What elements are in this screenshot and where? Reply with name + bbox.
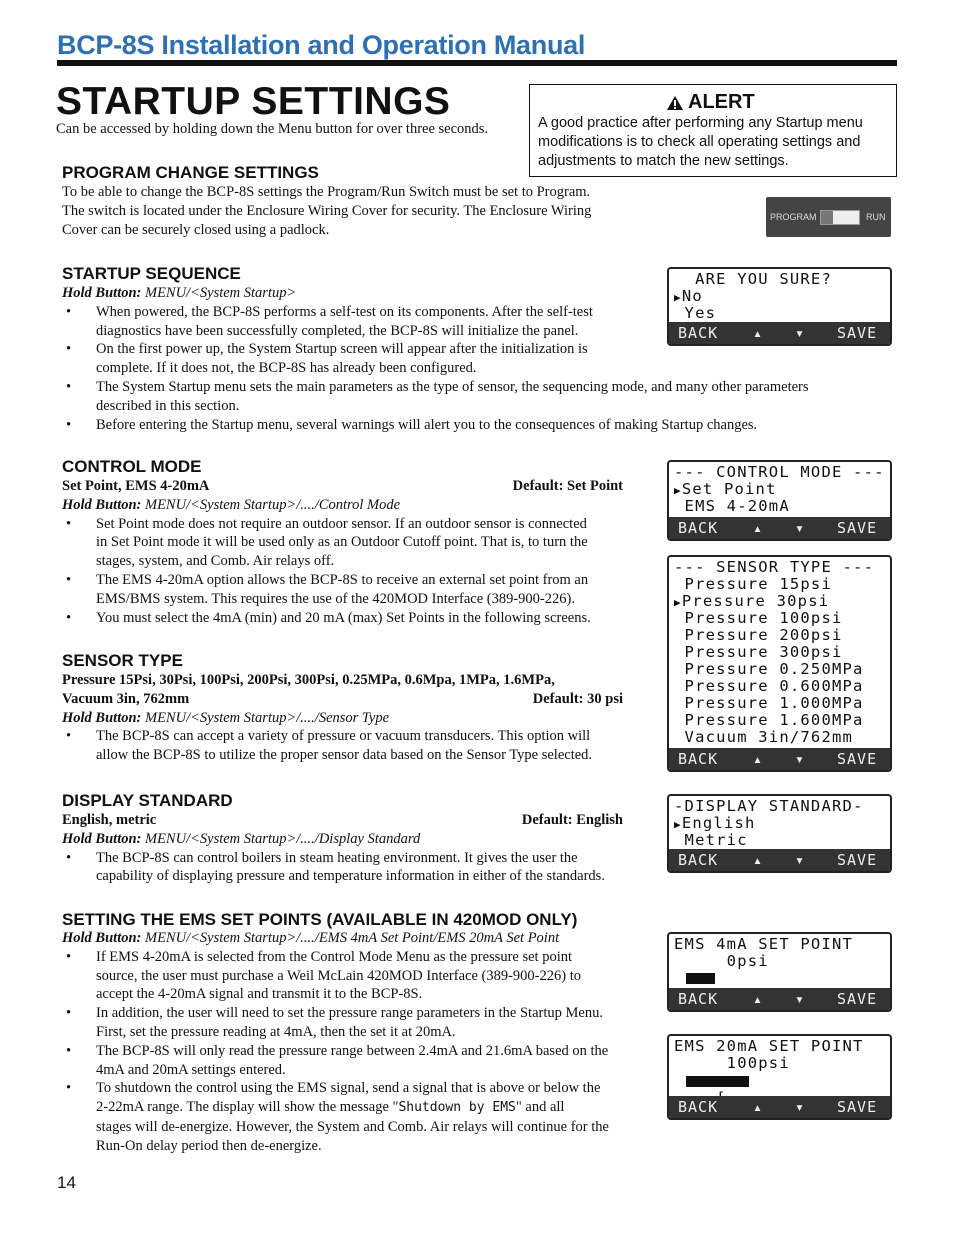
lcd-option: Pressure 300psi — [674, 643, 843, 661]
hold-button-label: Hold Button: — [62, 830, 142, 847]
program-run-switch — [766, 197, 891, 237]
switch-knob — [821, 211, 833, 224]
lcd-back-label: BACK — [678, 990, 719, 1008]
bullet-line: • The BCP-8S can accept a variety of pressure or vacuum transducers. This option will — [96, 728, 591, 745]
up-arrow-icon: ▴ — [753, 324, 764, 342]
lcd-option: Pressure 0.250MPa — [674, 660, 864, 678]
alert-heading — [666, 91, 755, 114]
lcd-option: Pressure 200psi — [674, 626, 843, 644]
bullet-text: " and all — [515, 1099, 565, 1116]
lcd-value: 100psi — [674, 1054, 790, 1072]
bullet-line: • To shutdown the control using the EMS signal, send a signal that is above or below the — [96, 1080, 601, 1097]
bullet-item — [62, 849, 642, 887]
display-standard-options: English, metric — [62, 812, 157, 828]
bullet-line: EMS/BMS system. This requires the use of the 420MOD Interface (389-900-226). — [96, 590, 575, 607]
program-change-line: Cover can be securely closed using a padlock. — [62, 221, 330, 238]
switch-program-label: PROGRAM — [770, 212, 817, 222]
down-arrow-icon: ▾ — [795, 750, 806, 768]
sensor-type-default: Default: 30 psi — [532, 690, 623, 707]
bullet-item — [62, 515, 632, 571]
lcd-option-label: English — [681, 814, 756, 832]
bullet-line: accept the 4-20mA signal and transmit it to the BCP-8S. — [96, 986, 423, 1003]
lcd-button-bar — [669, 849, 890, 871]
warning-triangle-icon — [666, 95, 684, 111]
hold-button-line — [62, 496, 632, 515]
selection-arrow-icon: ▶ — [674, 596, 682, 609]
program-change-heading: PROGRAM CHANGE SETTINGS — [62, 163, 319, 182]
lcd-option: Metric — [674, 831, 748, 849]
bullet-line: diagnostics have been successfully completed, the BCP-8S will initialize the panel. — [96, 322, 579, 339]
lcd-back-label: BACK — [678, 519, 719, 537]
hold-button-path: MENU/<System Startup>/..../Sensor Type — [141, 709, 390, 726]
lcd-save-label: SAVE — [837, 324, 878, 342]
sensor-type-options: Pressure 15Psi, 30Psi, 100Psi, 200Psi, 300Psi, 0.25MPa, 0.6Mpa, 1MPa, 1.6MPa, — [62, 672, 555, 688]
lcd-option: Pressure 1.600MPa — [674, 711, 864, 729]
bullet-line: • On the first power up, the System Startup screen will appear after the initialization is — [96, 341, 588, 358]
up-arrow-icon: ▴ — [753, 1098, 764, 1116]
sensor-type-options: Vacuum 3in, 762mm — [62, 690, 190, 707]
lcd-save-label: SAVE — [837, 1098, 878, 1116]
program-change-text — [62, 183, 662, 239]
lcd-ems-4ma — [667, 932, 892, 1012]
bullet-line: stages will de-energize. However, the System and Comb. Air relays will continue for the — [96, 1118, 609, 1135]
up-arrow-icon: ▴ — [753, 990, 764, 1008]
bullet-line: Run-On delay period then de-energize. — [96, 1137, 322, 1154]
bullet-line: • The EMS 4-20mA option allows the BCP-8S to receive an external set point from an — [96, 571, 589, 588]
bullet-item — [62, 948, 652, 1004]
hold-button-line — [62, 709, 632, 728]
bullet-line: • In addition, the user will need to set the pressure range parameters in the Startup Menu. — [96, 1005, 603, 1022]
options-line — [62, 477, 632, 496]
header-rule — [57, 60, 897, 66]
lcd-option: EMS 4-20mA — [674, 497, 790, 515]
bullet-line: • Before entering the Startup menu, several warnings will alert you to the consequences of making Startup changes. — [96, 416, 758, 433]
bullet-item — [62, 571, 632, 609]
lcd-button-bar — [669, 748, 890, 770]
alert-title: ALERT — [688, 91, 755, 113]
hold-button-path: MENU/<System Startup>/..../Display Standard — [141, 830, 421, 847]
lcd-sensor-type — [667, 555, 892, 772]
up-arrow-icon: ▴ — [753, 851, 764, 869]
alert-box — [529, 84, 897, 177]
selection-arrow-icon: ▶ — [674, 291, 682, 304]
lcd-option-label: Pressure 30psi — [681, 592, 830, 610]
down-arrow-icon: ▾ — [795, 519, 806, 537]
bullet-item — [62, 1079, 652, 1155]
lcd-back-label: BACK — [678, 1098, 719, 1116]
down-arrow-icon: ▾ — [795, 990, 806, 1008]
hold-button-label: Hold Button: — [62, 285, 142, 301]
lcd-display-standard — [667, 794, 892, 873]
lcd-title: EMS 4mA SET POINT — [674, 935, 854, 953]
hold-button-label: Hold Button: — [62, 709, 142, 726]
hold-button-label: Hold Button: — [62, 930, 142, 946]
lcd-button-bar — [669, 517, 890, 539]
control-mode-options: Set Point, EMS 4-20mA — [62, 478, 210, 494]
startup-sequence-heading: STARTUP SEQUENCE — [62, 264, 241, 283]
lcd-button-bar — [669, 322, 890, 344]
switch-track — [820, 210, 860, 225]
lcd-control-mode — [667, 460, 892, 541]
options-line — [62, 811, 632, 830]
up-arrow-icon: ▴ — [753, 750, 764, 768]
lcd-option: Pressure 1.000MPa — [674, 694, 864, 712]
bullet-item — [62, 1004, 652, 1042]
down-arrow-icon: ▾ — [795, 851, 806, 869]
lcd-title: --- CONTROL MODE --- — [674, 463, 885, 481]
lcd-button-bar — [669, 1096, 890, 1118]
lcd-option-label: Set Point — [681, 480, 777, 498]
program-change-line: The switch is located under the Enclosure Wiring Cover for security. The Enclosure Wiring — [62, 202, 592, 219]
lcd-button-bar — [669, 988, 890, 1010]
sensor-type-text — [62, 671, 632, 765]
lcd-option: Pressure 100psi — [674, 609, 843, 627]
display-standard-text — [62, 811, 642, 886]
down-arrow-icon: ▾ — [795, 324, 806, 342]
page-title: STARTUP SETTINGS — [56, 80, 451, 123]
bullet-item — [62, 727, 632, 765]
display-standard-heading: DISPLAY STANDARD — [62, 791, 233, 810]
lcd-option: Yes — [674, 304, 717, 322]
progress-fill — [686, 973, 715, 984]
lcd-back-label: BACK — [678, 324, 719, 342]
bullet-text: 2-22mA range. The display will show the message " — [96, 1099, 399, 1116]
ems-set-points-text — [62, 929, 652, 1156]
lcd-option: Pressure 15psi — [674, 575, 832, 593]
control-mode-text — [62, 477, 632, 627]
bullet-line: • The BCP-8S can control boilers in steam heating environment. It gives the user the — [96, 849, 578, 866]
up-arrow-icon: ▴ — [753, 519, 764, 537]
bullet-line: • When powered, the BCP-8S performs a self-test on its components. After the self-test — [96, 303, 593, 320]
lcd-title: -DISPLAY STANDARD- — [674, 797, 864, 815]
switch-run-label: RUN — [866, 212, 886, 222]
lcd-save-label: SAVE — [837, 851, 878, 869]
lcd-are-you-sure — [667, 267, 892, 346]
bullet-line: stages, system, and Comb. Air relays off. — [96, 553, 335, 570]
bullet-line: source, the user must purchase a Weil McLain 420MOD Interface (389-900-226) to — [96, 967, 581, 984]
bullet-line: 4mA and 20mA settings entered. — [96, 1061, 286, 1078]
lcd-title: --- SENSOR TYPE --- — [674, 558, 875, 576]
bullet-line: • The BCP-8S will only read the pressure range between 2.4mA and 21.6mA based on the — [96, 1042, 609, 1059]
alert-text: A good practice after performing any Startup menu modifications is to check all operating settings and adjustments to match the new settings. — [538, 115, 863, 169]
bullet-line — [96, 1098, 652, 1118]
lcd-value: 0psi — [674, 952, 769, 970]
bullet-line: described in this section. — [96, 397, 240, 414]
control-mode-heading: CONTROL MODE — [62, 457, 202, 476]
hold-button-line — [62, 830, 642, 849]
bullet-line: • Set Point mode does not require an outdoor sensor. If an outdoor sensor is connected — [96, 515, 587, 532]
selection-arrow-icon: ▶ — [674, 484, 682, 497]
bullet-item — [62, 416, 862, 435]
lcd-title: EMS 20mA SET POINT — [674, 1037, 864, 1055]
bullet-item — [62, 340, 862, 378]
lcd-option-label: No — [681, 287, 703, 305]
bullet-item — [62, 1042, 652, 1080]
bullet-line: capability of displaying pressure and temperature information in either of the standards. — [96, 868, 605, 885]
hold-button-line — [62, 929, 652, 948]
page-number: 14 — [57, 1173, 76, 1192]
bullet-line: • You must select the 4mA (min) and 20 mA (max) Set Points in the following screens. — [96, 609, 591, 626]
bullet-line: • If EMS 4-20mA is selected from the Control Mode Menu as the pressure set point — [96, 948, 573, 965]
bullet-line: • The System Startup menu sets the main parameters as the type of sensor, the sequencing mode, and many other parameters — [96, 378, 809, 395]
bullet-item — [62, 609, 632, 628]
bullet-line: allow the BCP-8S to utilize the proper sensor data based on the Sensor Type selected. — [96, 747, 593, 764]
hold-button-path: MENU/<System Startup>/..../Control Mode — [141, 496, 401, 513]
lcd-save-label: SAVE — [837, 750, 878, 768]
page-subtitle: Can be accessed by holding down the Menu button for over three seconds. — [56, 121, 489, 137]
bullet-line: First, set the pressure reading at 4mA, then the set it at 20mA. — [96, 1023, 456, 1040]
hold-button-path: MENU/<System Startup>/..../EMS 4mA Set Point/EMS 20mA Set Point — [141, 930, 560, 946]
ems-set-points-heading: SETTING THE EMS SET POINTS (AVAILABLE IN 420MOD ONLY) — [62, 910, 578, 929]
progress-fill — [686, 1076, 749, 1087]
down-arrow-icon: ▾ — [795, 1098, 806, 1116]
bullet-item — [62, 378, 862, 416]
sensor-type-heading: SENSOR TYPE — [62, 651, 183, 670]
lcd-option: Vacuum 3in/762mm — [674, 728, 854, 746]
options-line — [62, 690, 632, 709]
bullet-line: complete. If it does not, the BCP-8S has already been configured. — [96, 360, 477, 377]
display-standard-default: Default: English — [521, 812, 623, 828]
lcd-back-label: BACK — [678, 851, 719, 869]
hold-button-label: Hold Button: — [62, 496, 142, 513]
program-change-line: To be able to change the BCP-8S settings the Program/Run Switch must be set to Program. — [62, 184, 591, 200]
lcd-save-label: SAVE — [837, 519, 878, 537]
lcd-ems-20ma — [667, 1034, 892, 1120]
manual-title: BCP-8S Installation and Operation Manual — [57, 30, 586, 60]
control-mode-default: Default: Set Point — [512, 478, 623, 494]
bullet-line: in Set Point mode it will be used only as an Outdoor Cutoff point. That is, to turn the — [96, 534, 588, 551]
hold-button-path: MENU/<System Startup> — [141, 285, 297, 301]
lcd-back-label: BACK — [678, 750, 719, 768]
selection-arrow-icon: ▶ — [674, 818, 682, 831]
lcd-option: Pressure 0.600MPa — [674, 677, 864, 695]
lcd-title: ARE YOU SURE? — [674, 270, 832, 288]
shutdown-message: Shutdown by EMS — [398, 1100, 516, 1116]
lcd-save-label: SAVE — [837, 990, 878, 1008]
